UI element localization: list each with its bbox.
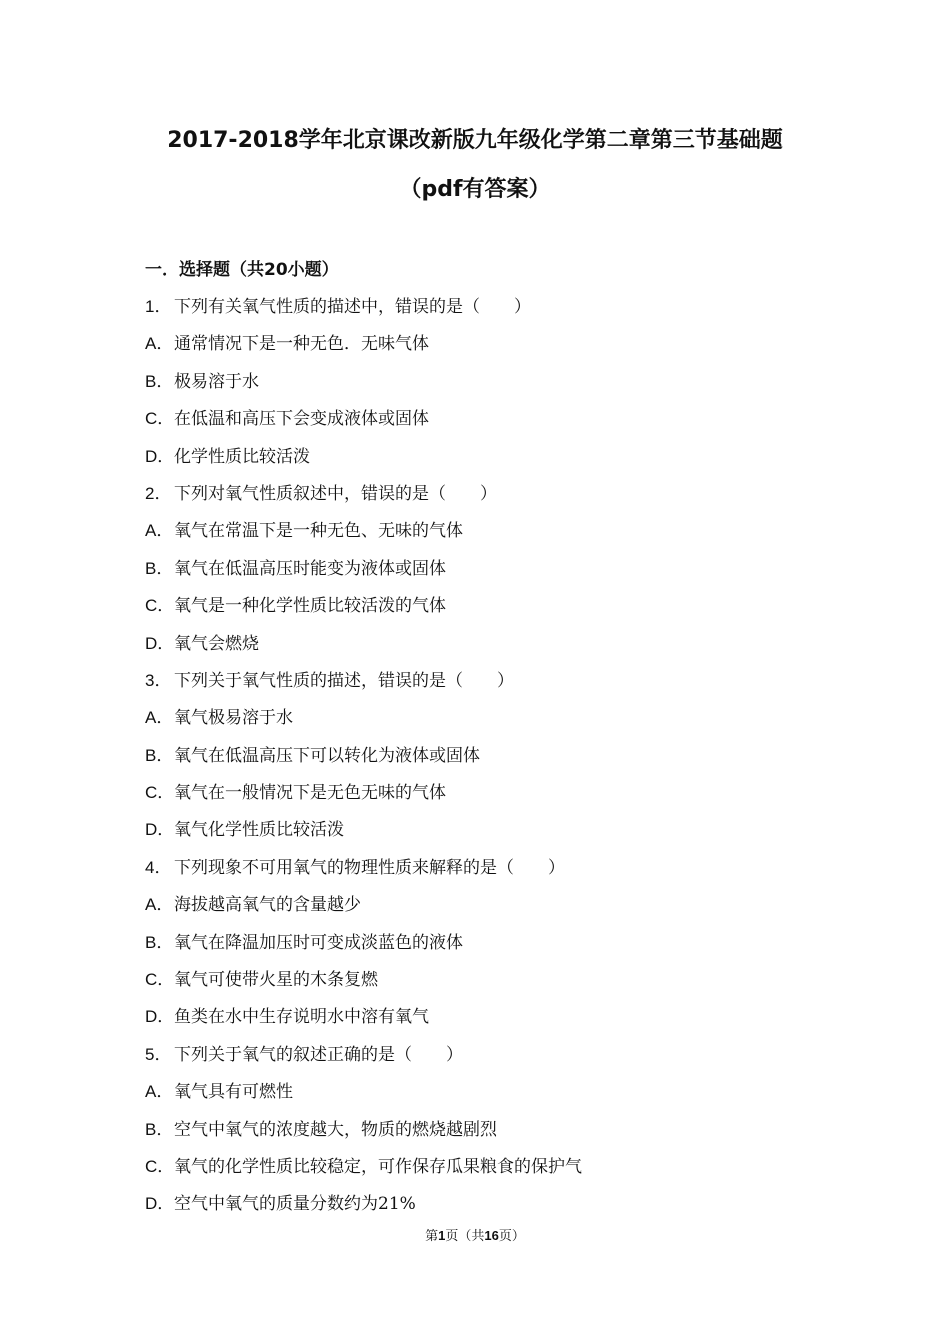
option-letter: C． <box>145 783 175 803</box>
option-letter: C． <box>145 409 175 429</box>
answer-option <box>145 331 825 368</box>
option-letter: B． <box>145 558 174 578</box>
answer-option <box>145 780 825 817</box>
option-letter: B． <box>145 932 174 952</box>
option-letter: D． <box>145 446 175 466</box>
option-text: 氧气在低温高压下可以转化为液体或固体 <box>174 745 480 766</box>
question-text: 下列现象不可用氧气的物理性质来解释的是（ ） <box>174 857 565 878</box>
answer-option <box>145 406 825 443</box>
option-letter: A． <box>145 521 174 541</box>
option-letter: A． <box>145 1082 174 1102</box>
option-letter: D． <box>145 1194 175 1214</box>
option-text: 空气中氧气的浓度越大，物质的燃烧越剧烈 <box>174 1119 497 1140</box>
option-text: 鱼类在水中生存说明水中溶有氧气 <box>174 1007 429 1028</box>
option-letter: C． <box>145 970 175 990</box>
question-text: 下列关于氧气的叙述正确的是（ ） <box>174 1044 463 1065</box>
option-letter: C． <box>145 596 175 616</box>
answer-option <box>145 930 825 967</box>
option-text: 氧气化学性质比较活泼 <box>174 820 344 841</box>
question-stem <box>145 294 825 331</box>
question-text: 下列有关氧气性质的描述中，错误的是（ ） <box>174 297 531 317</box>
answer-option <box>145 967 825 1004</box>
document-title-line-2: （pdf有答案） <box>399 177 551 202</box>
question-stem <box>145 481 825 518</box>
question-text: 下列对氧气性质叙述中，错误的是（ ） <box>174 483 497 504</box>
answer-option <box>145 817 825 854</box>
answer-option <box>145 892 825 929</box>
option-letter: D． <box>145 633 175 653</box>
answer-option <box>145 1191 825 1228</box>
option-text: 极易溶于水 <box>174 371 259 392</box>
option-letter: C． <box>145 1156 175 1176</box>
option-text: 氧气在降温加压时可变成淡蓝色的液体 <box>174 932 463 953</box>
question-number: 3． <box>145 670 172 690</box>
answer-option <box>145 705 825 742</box>
question-number: 4． <box>145 857 172 877</box>
option-text: 海拔越高氧气的含量越少 <box>174 895 361 916</box>
answer-option <box>145 1004 825 1041</box>
option-text: 在低温和高压下会变成液体或固体 <box>174 409 429 430</box>
answer-option <box>145 518 825 555</box>
question-stem <box>145 1042 825 1079</box>
answer-option <box>145 1117 825 1154</box>
footer-mid: 页（共 <box>445 1229 485 1244</box>
option-letter: B． <box>145 1119 174 1139</box>
option-text: 氧气的化学性质比较稳定，可作保存瓜果粮食的保护气 <box>174 1156 582 1177</box>
footer-page-number: 1 <box>438 1228 446 1243</box>
option-letter: D． <box>145 1007 175 1027</box>
question-text: 下列关于氧气性质的描述，错误的是（ ） <box>174 670 514 691</box>
section-heading: 一．选择题（共20小题） <box>145 260 339 280</box>
question-stem <box>145 668 825 705</box>
option-letter: B． <box>145 745 174 765</box>
question-number: 1． <box>145 297 172 316</box>
question-stem <box>145 855 825 892</box>
answer-option <box>145 743 825 780</box>
option-text: 通常情况下是一种无色．无味气体 <box>174 334 429 355</box>
option-text: 氧气可使带火星的木条复燃 <box>174 970 378 991</box>
footer-suffix: 页） <box>498 1229 525 1244</box>
answer-option <box>145 631 825 668</box>
question-number: 5． <box>145 1044 172 1064</box>
answer-option <box>145 369 825 406</box>
option-letter: D． <box>145 820 175 840</box>
option-text: 氧气具有可燃性 <box>174 1082 293 1103</box>
footer-prefix: 第 <box>425 1229 439 1244</box>
option-text: 化学性质比较活泼 <box>174 446 310 467</box>
footer-total-pages: 16 <box>484 1228 499 1243</box>
option-text: 空气中氧气的质量分数约为21% <box>174 1194 416 1215</box>
option-letter: A． <box>145 708 174 728</box>
option-text: 氧气在常温下是一种无色、无味的气体 <box>174 521 463 542</box>
option-text: 氧气会燃烧 <box>174 633 259 654</box>
answer-option <box>145 1079 825 1116</box>
question-list <box>145 294 825 1229</box>
option-text: 氧气是一种化学性质比较活泼的气体 <box>174 596 446 617</box>
document-title-line-1: 2017-2018学年北京课改新版九年级化学第二章第三节基础题 <box>167 128 783 153</box>
option-letter: A． <box>145 895 174 915</box>
answer-option <box>145 1154 825 1191</box>
answer-option <box>145 556 825 593</box>
option-text: 氧气极易溶于水 <box>174 708 293 729</box>
question-number: 2． <box>145 483 172 503</box>
page-footer <box>0 1226 950 1247</box>
answer-option <box>145 444 825 481</box>
option-text: 氧气在低温高压时能变为液体或固体 <box>174 558 446 579</box>
option-letter: B． <box>145 371 174 391</box>
option-letter: A． <box>145 334 174 354</box>
option-text: 氧气在一般情况下是无色无味的气体 <box>174 783 446 804</box>
answer-option <box>145 593 825 630</box>
